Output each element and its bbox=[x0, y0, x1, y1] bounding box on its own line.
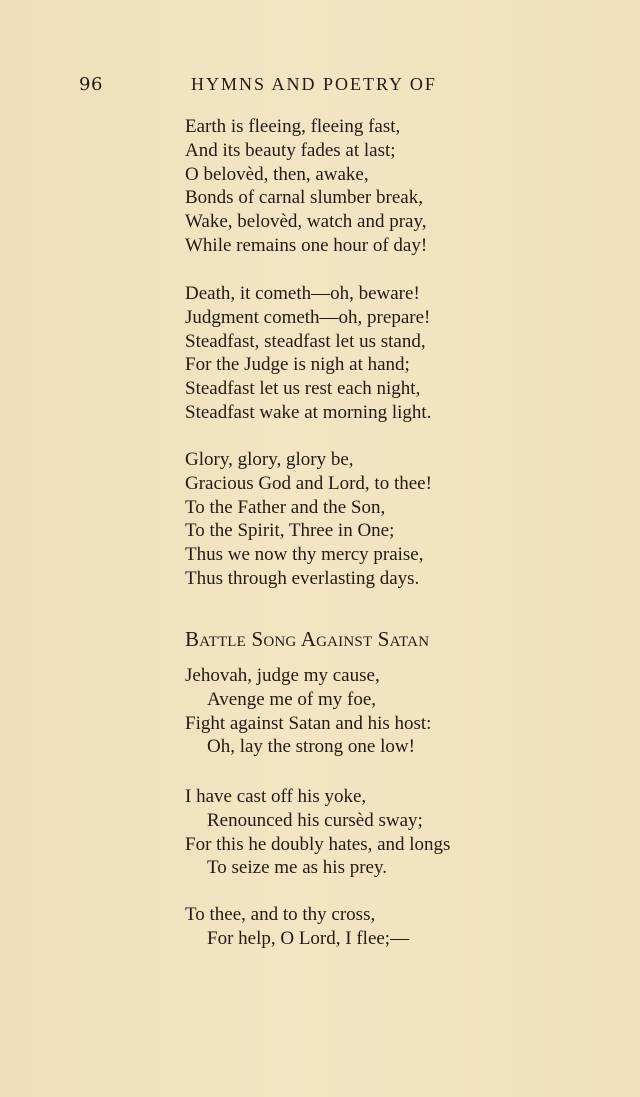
poem-line: While remains one hour of day! bbox=[185, 234, 428, 256]
poem-line: To thee, and to thy cross, bbox=[185, 904, 376, 925]
poem-line: Glory, glory, glory be, bbox=[185, 449, 354, 470]
poem-line: O belovèd, then, awake, bbox=[185, 163, 369, 185]
poem-line: Steadfast wake at morning light. bbox=[185, 401, 432, 423]
poem-line: For help, O Lord, I flee;— bbox=[207, 927, 410, 949]
poem-line: Bonds of carnal slumber break, bbox=[185, 187, 423, 209]
poem1-stanza-3 bbox=[185, 448, 432, 591]
running-head: HYMNS AND POETRY OF bbox=[191, 74, 437, 94]
poem1-stanza-2 bbox=[185, 282, 431, 425]
poem-line: Wake, belovèd, watch and pray, bbox=[185, 211, 427, 233]
poem-title: Battle Song Against Satan bbox=[185, 627, 430, 651]
poem-line: To the Spirit, Three in One; bbox=[185, 520, 395, 542]
poem-line: Oh, lay the strong one low! bbox=[207, 736, 415, 758]
poem-line: For this he doubly hates, and longs bbox=[185, 833, 451, 855]
poem-line: Thus through everlasting days. bbox=[185, 567, 420, 589]
poem1-stanza-1 bbox=[185, 115, 427, 258]
poem2-stanza-2 bbox=[185, 785, 450, 880]
poem-line: For the Judge is nigh at hand; bbox=[185, 354, 410, 376]
poem2-stanza-3 bbox=[185, 903, 409, 951]
poem2-stanza-1 bbox=[185, 664, 431, 759]
poem-line: And its beauty fades at last; bbox=[185, 139, 396, 161]
poem-line: Fight against Satan and his host: bbox=[185, 712, 432, 734]
poem-line: Avenge me of my foe, bbox=[207, 688, 377, 710]
poem-line: To seize me as his prey. bbox=[207, 857, 387, 879]
poem-line: Death, it cometh—oh, beware! bbox=[185, 283, 420, 304]
poem-line: Gracious God and Lord, to thee! bbox=[185, 472, 432, 494]
poem-line: Thus we now thy mercy praise, bbox=[185, 544, 424, 566]
poem-line: Steadfast, steadfast let us stand, bbox=[185, 330, 426, 352]
poem-line: Judgment cometh—oh, prepare! bbox=[185, 306, 431, 328]
poem-line: I have cast off his yoke, bbox=[185, 786, 367, 807]
poem-line: To the Father and the Son, bbox=[185, 496, 386, 518]
poem-line: Renounced his cursèd sway; bbox=[207, 809, 423, 831]
poem-line: Earth is fleeing, fleeing fast, bbox=[185, 116, 401, 137]
poem-line: Jehovah, judge my cause, bbox=[185, 665, 380, 686]
poem-line: Steadfast let us rest each night, bbox=[185, 378, 421, 400]
page-number: 96 bbox=[79, 74, 103, 95]
